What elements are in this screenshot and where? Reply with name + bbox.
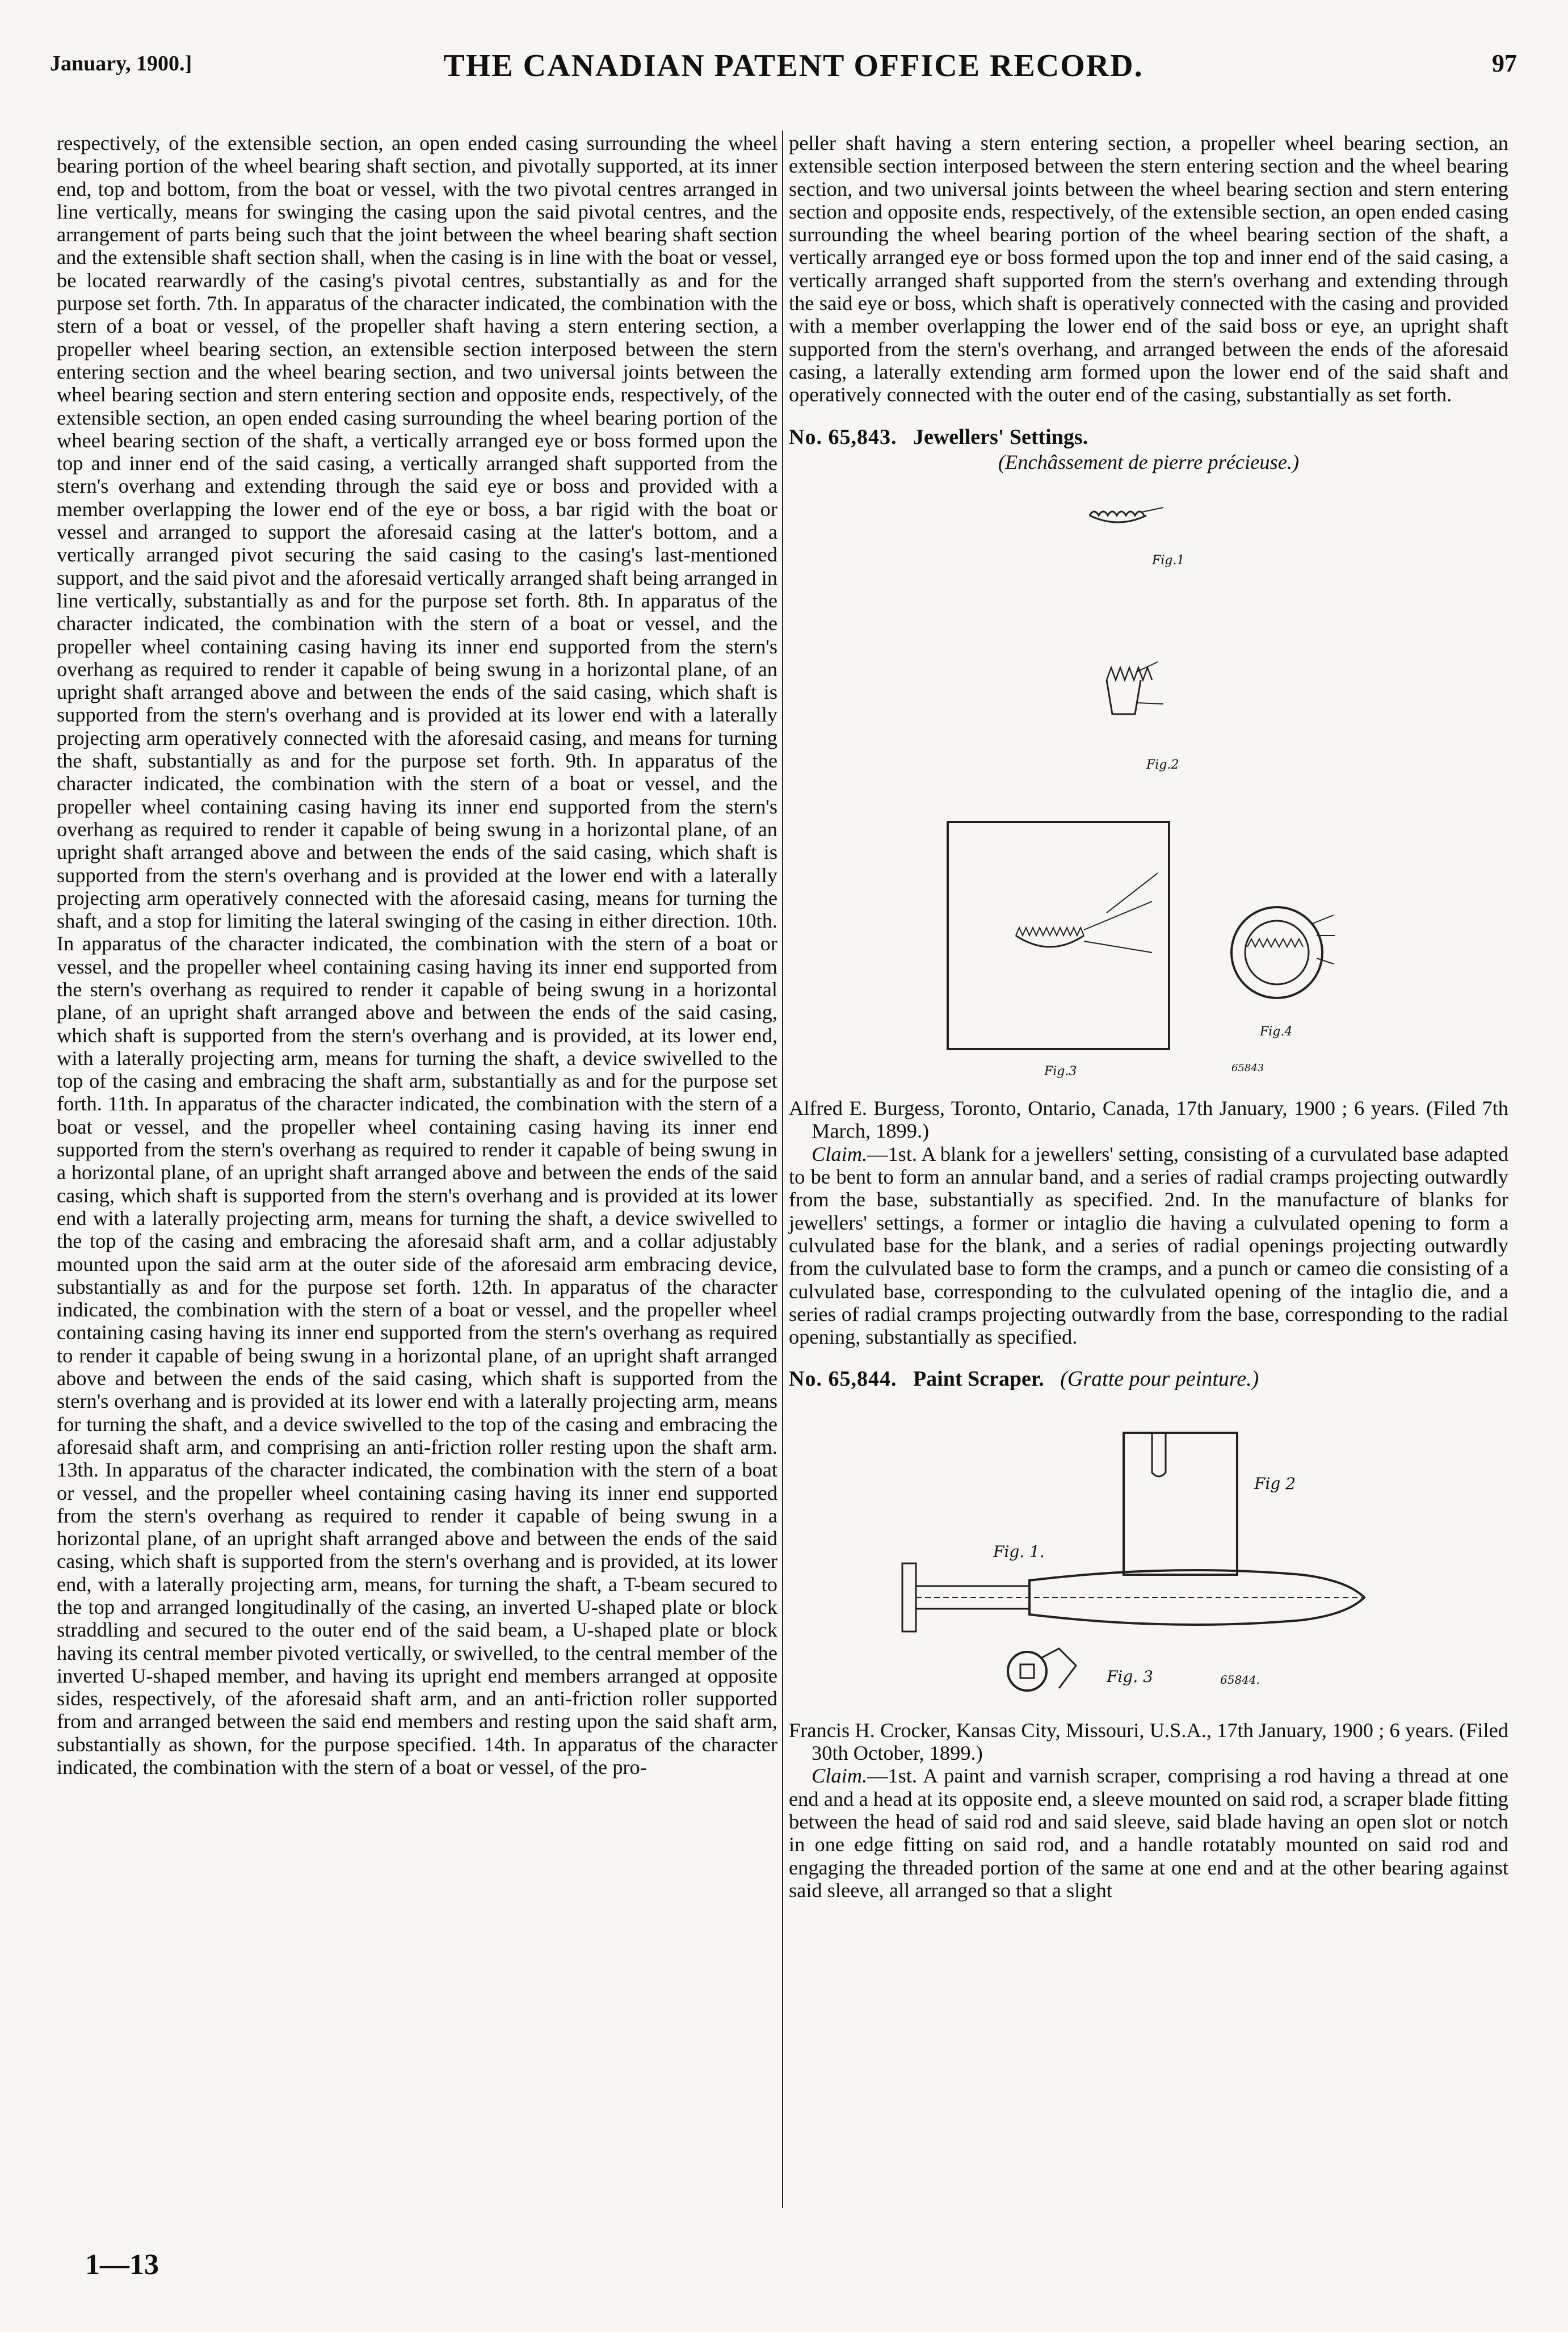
figure-label: Fig. 1. [993, 1542, 1045, 1561]
claim-label: Claim. [812, 1142, 868, 1165]
paint-scraper-illustration [789, 1399, 1508, 1705]
claim-text: —1st. A paint and varnish scraper, comprising a rod having a thread at one end and a head at its opposite end, a sleeve mounted on said rod, a scraper blade fitting between the head of said rod and said sleeve, said blade having an open slot or notch in one edge fitting on said rod, and a handle rotatably mounted on said rod and engaging the threaded portion of the same at one end and at the other bearing against said sleeve, all arranged so that a slight [789, 1764, 1508, 1902]
claim-text: —1st. A blank for a jewellers' setting, consisting of a curvulated base adapted to be bent to form an annular band, and a series of radial cramps projecting outwardly from the base, substantially as specified. 2nd. In the manufacture of blanks for jewellers' settings, a former or intaglio die having a culvulated opening to form a culvulated base for the blank, and a series of radial openings projecting outwardly from the culvulated base to form the cramps, and a punch or cameo die consisting of a culvulated base, corresponding to the culvulated opening of the intaglio die, and a series of radial cramps projecting outwardly from the base, corresponding to the radial opening, substantially as specified. [789, 1142, 1508, 1349]
figure-label: Fig.3 [1044, 1064, 1077, 1079]
patent-heading [789, 1368, 1508, 1390]
patent-inventor: Francis H. Crocker, Kansas City, Missouri, U.S.A., 17th January, 1900 ; 6 years. (Filed 30th October, 1899.) [789, 1718, 1508, 1765]
patent-number: No. 65,844. [789, 1367, 897, 1391]
left-column-text: respectively, of the extensible section, an open ended casing surrounding the wheel bearing portion of the wheel bearing shaft section, and pivotally supported, at its inner end, top and bottom, from the boat or vessel, with the two pivotal centres arranged in line vertically, means for swinging the casing upon the said pivotal centres, and the arrangement of parts being such that the joint between the wheel bearing shaft section and the extensible shaft section shall, when the casing is in line with the boat or vessel, be located rearwardly of the casing's pivotal centres, substantially as and for the purpose set forth. 7th. In apparatus of the character indicated, the combination with the stern of a boat or vessel, of the propeller shaft having a stern entering section, a propeller wheel bearing section, an extensible section interposed between the stern entering section and the wheel bearing section, and two universal joints between the wheel bearing section and stern entering section and opposite ends, respectively, of the extensible section, an open ended casing surrounding the wheel bearing portion of the wheel bearing section of the shaft, a vertically arranged eye or boss formed upon the top and inner end of the said casing, a vertically arranged shaft supported from the stern's overhang and extending through the said eye or boss and provided with a member overlapping the lower end of the eye or boss, a bar rigid with the boat or vessel and arranged to support the aforesaid casing at the latter's bottom, and a vertically arranged pivot securing the said casing to the casing's last-mentioned support, and the said pivot and the aforesaid vertically arranged shaft being arranged in line vertically, substantially as and for the purpose set forth. 8th. In apparatus of the character indicated, the combination with the stern of a boat or vessel, and the propeller wheel containing casing having its inner end supported from the stern's overhang as required to render it capable of being swung in a horizontal plane, of an upright shaft arranged above and between the ends of the said casing, which shaft is supported from the stern's overhang and is provided at its lower end with a laterally projecting arm operatively connected with the aforesaid casing, and means for turning the shaft, substantially as and for the purpose set forth. 9th. In apparatus of the character indicated, the combination with the stern of a boat or vessel, and the propeller wheel containing casing having its inner end supported from the stern's overhang as required to render it capable of being swung in a horizontal plane, of an upright shaft arranged above and between the ends of the said casing, which shaft is supported from the stern's overhang and is provided at the lower end with a laterally projecting arm operatively connected with the aforesaid casing, means for turning the shaft, and a stop for limiting the lateral swinging of the casing in either direction. 10th. In apparatus of the character indicated, the combination with the stern of a boat or vessel, and the propeller wheel containing casing having its inner end supported from the stern's overhang as required to render it capable of being swung in a horizontal plane, of an upright shaft arranged above and between the ends of the said casing, which shaft is supported from the stern's overhang and is provided, at its lower end, with a laterally projecting arm, means for turning the shaft, a device swivelled to the top of the casing and embracing the shaft arm, substantially as and for the purpose set forth. 11th. In apparatus of the character indicated, the combination with the stern of a boat or vessel, and the propeller wheel containing casing having its inner end supported from the stern's overhang as required to render it capable of being swung in a horizontal plane, of an upright shaft arranged above and between the ends of the said casing, which shaft is supported from the stern's overhang and is provided at its lower end with a laterally projecting arm, means for turning the shaft, a device swivelled to the top of the casing and embracing the aforesaid shaft arm, and a collar adjustably mounted upon the said arm at the outer side of the aforesaid arm embracing device, substantially as and for the purpose set forth. 12th. In apparatus of the character indicated, the combination with the stern of a boat or vessel, and the propeller wheel containing casing having its inner end supported from the stern's overhang as required to render it capable of being swung in a horizontal plane, of an upright shaft arranged above and between the ends of the said casing, which shaft is supported from the stern's overhang and is provided at its lower end with a laterally projecting arm, means for turning the shaft, and a device swivelled to the top of the casing and embracing the aforesaid shaft arm, and comprising an anti-friction roller resting upon the shaft arm. 13th. In apparatus of the character indicated, the combination with the stern of a boat or vessel, and the propeller wheel containing casing having its inner end supported from the stern's overhang as required to render it capable of being swung in a horizontal plane, of an upright shaft arranged above and between the ends of the said casing, which shaft is supported from the stern's overhang and is provided, at its lower end, with a laterally projecting arm, means, for turning the shaft, a T-beam secured to the top and arranged longitudinally of the casing, an inverted U-shaped plate or block straddling and secured to the outer end of the said beam, a U-shaped plate or block having its central member pivoted vertically, or swivelled, to the central member of the inverted U-shaped member, and having its upright end members arranged at opposite sides, respectively, of the aforesaid shaft arm, and an anti-friction roller supported from and arranged between the said end members and resting upon the said shaft arm, substantially as shown, for the purpose specified. 14th. In apparatus of the character indicated, the combination with the stern of a boat or vessel, of the pro- [57, 132, 777, 1779]
page-number: 97 [1492, 49, 1517, 77]
patent-title: Jewellers' Settings. [913, 425, 1088, 449]
page-title: THE CANADIAN PATENT OFFICE RECORD. [443, 48, 1144, 83]
patent-number: No. 65,843. [789, 425, 897, 449]
figure-serial: 65844. [1220, 1672, 1260, 1687]
figure-label: Fig.2 [1146, 758, 1179, 773]
jewellers-settings-figures [789, 481, 1508, 1083]
column-divider [782, 131, 783, 2208]
header-date: January, 1900.] [50, 52, 192, 76]
page-signature: 1—13 [85, 2249, 159, 2281]
right-column [789, 132, 1508, 1902]
patent-claim [789, 1143, 1508, 1349]
patent-title: Paint Scraper. [913, 1367, 1044, 1391]
figure-label: Fig.1 [1152, 553, 1185, 568]
figure-label: Fig.4 [1260, 1025, 1293, 1039]
patent-french-title: (Gratte pour peinture.) [1060, 1367, 1259, 1391]
patent-claim [789, 1764, 1508, 1902]
patent-french-title: (Enchâssement de pierre précieuse.) [998, 450, 1300, 473]
left-column [57, 132, 777, 1779]
figure-label: Fig. 3 [1107, 1667, 1153, 1686]
figure-serial: 65843 [1231, 1062, 1264, 1075]
jewellers-settings-illustration [789, 481, 1508, 1083]
claim-label: Claim. [812, 1764, 868, 1788]
paint-scraper-figures [789, 1399, 1508, 1705]
continuation-text: peller shaft having a stern entering section, a propeller wheel bearing section, an extensible section interposed between the stern entering section and the wheel bearing section, and two universal joints between the wheel bearing section and stern entering section and opposite ends, respectively, of the extensible section, an open ended casing surrounding the wheel bearing portion of the wheel bearing section of the shaft, a vertically arranged eye or boss formed upon the top and inner end of the said casing, a vertically arranged shaft supported from the stern's overhang and extending through the said eye or boss, which shaft is operatively connected with the casing and provided with a member overlapping the lower end of the said boss or eye, an upright shaft supported from the stern's overhang, and arranged between the ends of the aforesaid casing, a laterally extending arm formed upon the lower end of the said shaft and operatively connected with the outer end of the casing, substantially as set forth. [789, 132, 1508, 406]
figure-label: Fig 2 [1254, 1474, 1296, 1493]
patent-inventor: Alfred E. Burgess, Toronto, Ontario, Canada, 17th January, 1900 ; 6 years. (Filed 7th March, 1899.) [789, 1097, 1508, 1143]
patent-heading [789, 426, 1508, 448]
